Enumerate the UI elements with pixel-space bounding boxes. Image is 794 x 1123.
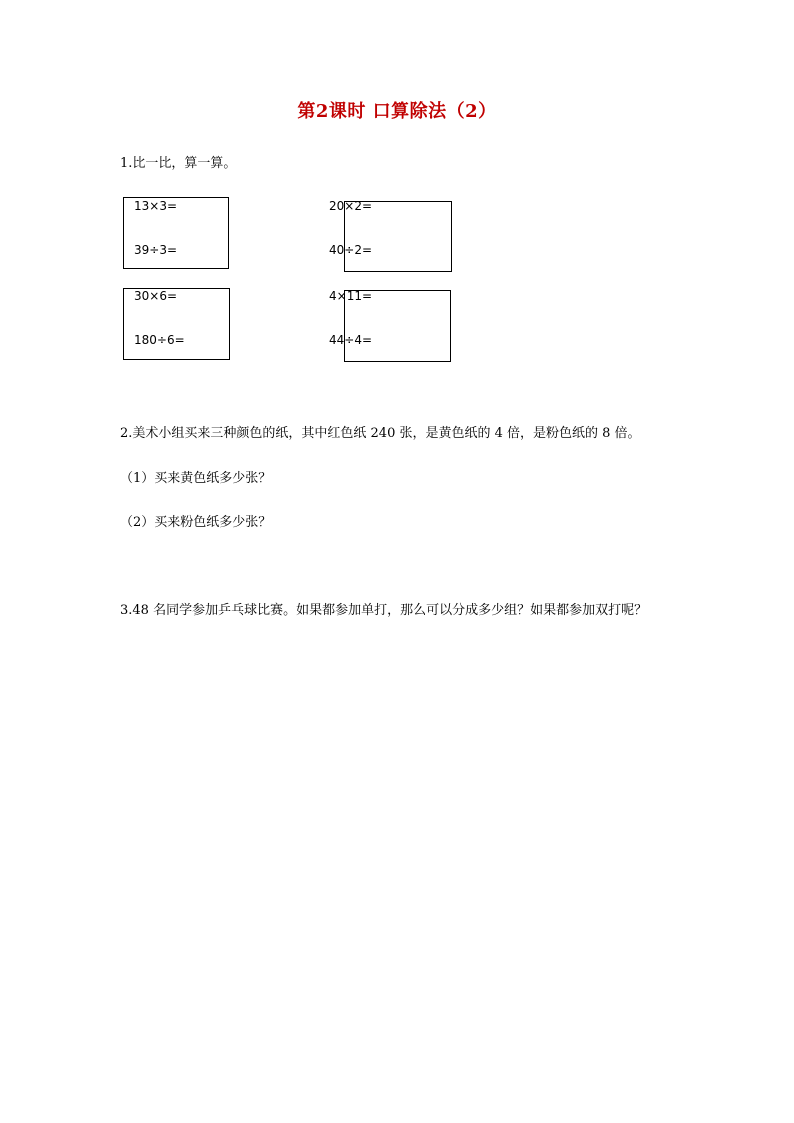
calc-box-1-multiply: 13×3= [134, 199, 178, 213]
page-title: 第2课时 口算除法（2） [297, 101, 497, 122]
calc-box-4-divide: 44÷4= [329, 333, 373, 347]
calc-box-4-multiply: 4×11= [329, 289, 373, 303]
calc-box-3-divide: 180÷6= [134, 333, 185, 347]
calc-box-3-multiply: 30×6= [134, 289, 178, 303]
question-2-sub-1: （1）买来黄色纸多少张？ [120, 471, 272, 486]
calc-box-1-divide: 39÷3= [134, 243, 178, 257]
question-3-prompt: 3.48 名同学参加乒乓球比赛。如果都参加单打，那么可以分成多少组？如果都参加双打呢？ [120, 603, 648, 618]
question-2-sub-2: （2）买来粉色纸多少张？ [120, 515, 272, 530]
question-1-prompt: 1.比一比，算一算。 [120, 156, 237, 171]
calc-box-2-divide: 40÷2= [329, 243, 373, 257]
question-2-prompt: 2.美术小组买来三种颜色的纸，其中红色纸 240 张，是黄色纸的 4 倍，是粉色纸的 8 倍。 [120, 426, 641, 441]
calc-box-2-multiply: 20×2= [329, 199, 373, 213]
